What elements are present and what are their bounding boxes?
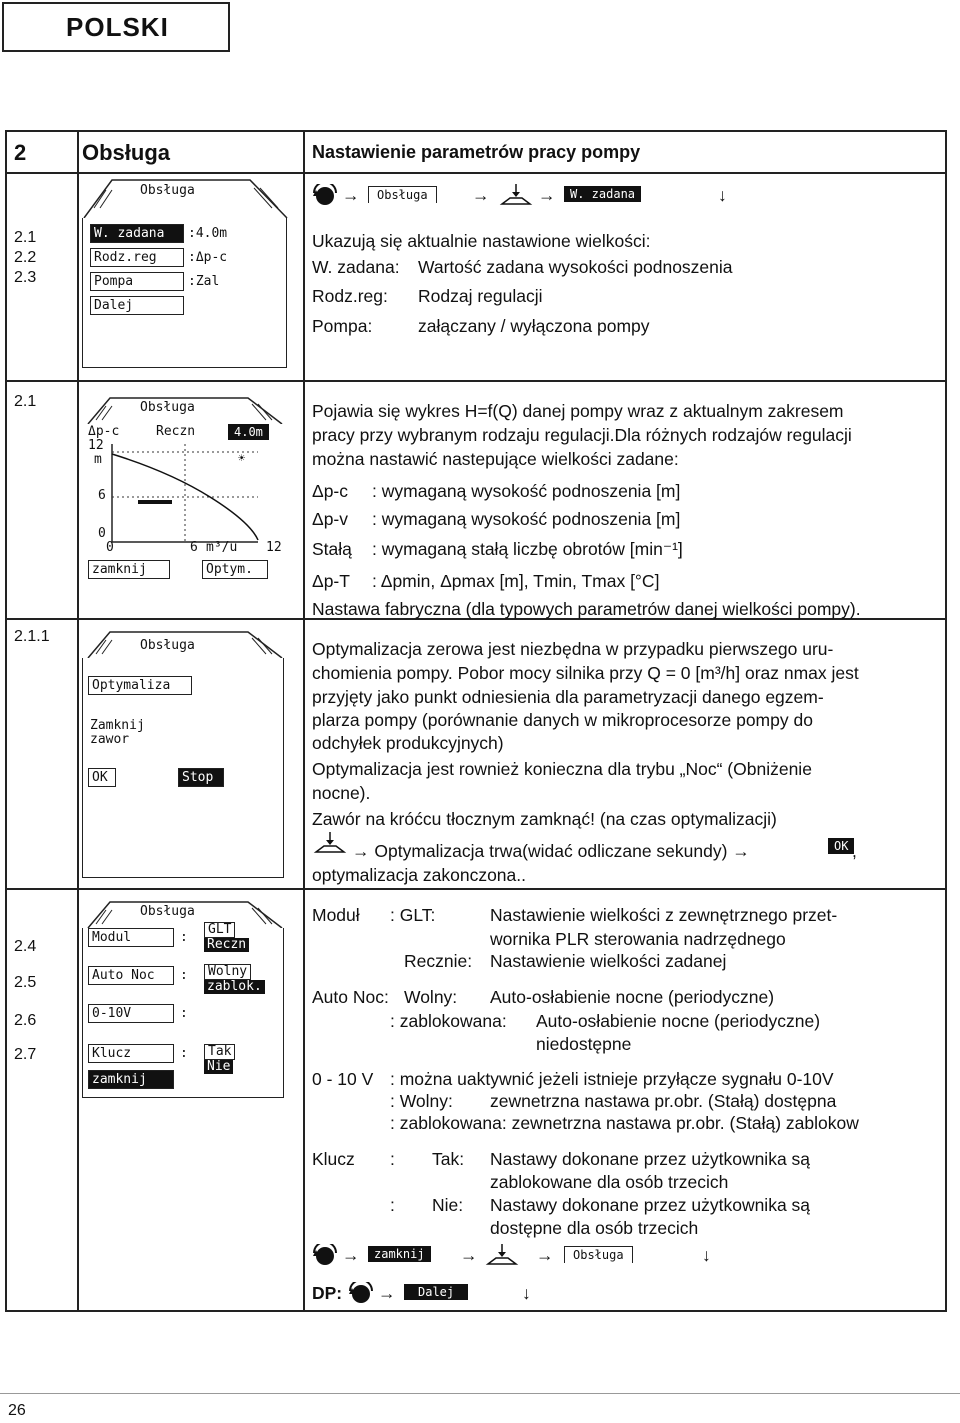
v010-term: 0 - 10 V bbox=[312, 1069, 374, 1089]
v010-opt: : Wolny: bbox=[390, 1091, 453, 1111]
arrow: → bbox=[342, 1245, 360, 1265]
step-number: 2.7 bbox=[14, 1046, 37, 1063]
optimize-button[interactable]: Optym. bbox=[202, 560, 268, 579]
footer-divider bbox=[0, 1393, 960, 1394]
factory-note: Nastawa fabryczna (dla typowych parametrów danej wielkości pompy). bbox=[312, 599, 861, 619]
y-unit: m bbox=[94, 452, 102, 467]
module-opt: : GLT: bbox=[390, 905, 436, 925]
step-number: 2.5 bbox=[14, 974, 37, 991]
text-line: Optymalizacja zerowa jest niezbędna w przypadku pierwszego uru- bbox=[312, 639, 834, 659]
press-button-icon bbox=[498, 182, 534, 208]
auto-night-desc: niedostępne bbox=[536, 1034, 632, 1054]
def-desc: załączany / wyłączona pompy bbox=[418, 316, 650, 336]
key-opt: Nie: bbox=[432, 1195, 464, 1215]
param-term: Δp-c bbox=[312, 481, 348, 501]
def-term: W. zadana: bbox=[312, 257, 400, 277]
display-screen bbox=[82, 178, 292, 368]
def-desc: Rodzaj regulacji bbox=[418, 286, 543, 306]
comma: , bbox=[852, 841, 857, 861]
section-title: Obsługa bbox=[82, 140, 171, 165]
param-desc: : wymaganą stałą liczbę obrotów [min⁻¹] bbox=[372, 539, 683, 559]
param-term: Δp-v bbox=[312, 509, 348, 529]
def-term: Rodz.reg: bbox=[312, 286, 388, 306]
key-desc: Nastawy dokonane przez użytkownika są bbox=[490, 1195, 811, 1215]
y-tick-zero: 0 bbox=[98, 526, 106, 541]
colon: : bbox=[390, 1195, 395, 1215]
nav-sequence bbox=[312, 1240, 732, 1272]
arrow: → bbox=[460, 1245, 478, 1265]
dial-icon bbox=[312, 1244, 338, 1268]
nav-sequence-dp bbox=[312, 1278, 572, 1310]
key-desc: zablokowane dla osób trzecich bbox=[490, 1172, 729, 1192]
colon: : bbox=[180, 1046, 188, 1061]
menu-item-module[interactable]: Modul bbox=[88, 928, 174, 947]
colon: : bbox=[180, 1006, 188, 1021]
screen-tab-label: Obsługa bbox=[140, 904, 195, 919]
display-screen-settings bbox=[82, 898, 292, 1098]
chart-mode: Δp-c bbox=[88, 424, 120, 439]
colon: : bbox=[390, 1149, 395, 1169]
section-number: 2 bbox=[14, 140, 27, 165]
step-number: 2.3 bbox=[14, 269, 37, 286]
row-divider bbox=[7, 380, 945, 382]
arrow: → bbox=[472, 185, 490, 205]
row-divider bbox=[7, 172, 945, 174]
v010-desc: : zablokowana: zewnetrzna nastawa pr.obr. (Stałą) zablokow bbox=[390, 1113, 859, 1133]
colon: : bbox=[180, 930, 188, 945]
language-label: POLSKI bbox=[2, 2, 230, 52]
close-button[interactable]: zamknij bbox=[88, 1070, 174, 1089]
dp-label: DP: bbox=[312, 1283, 343, 1303]
x-unit: m³/u bbox=[206, 540, 238, 555]
step-number: 2.4 bbox=[14, 938, 37, 955]
param-term: Δp-T bbox=[312, 571, 350, 591]
auto-night-opt: Wolny: bbox=[404, 987, 458, 1007]
press-button-icon bbox=[312, 830, 348, 856]
row1-intro: Ukazują się aktualnie nastawione wielkości: bbox=[312, 231, 651, 251]
down-arrow: ↓ bbox=[522, 1283, 531, 1303]
arrow: → bbox=[536, 1245, 554, 1265]
key-term: Klucz bbox=[312, 1149, 355, 1169]
menu-item-auto-night[interactable]: Auto Noc bbox=[88, 966, 174, 985]
valve-note: zawor bbox=[90, 732, 130, 747]
module-opt: Recznie: bbox=[404, 951, 473, 971]
close-button[interactable]: zamknij bbox=[88, 560, 170, 579]
menu-item-control-mode[interactable]: Rodz.reg bbox=[90, 248, 184, 267]
close-valve-note: Zamknij bbox=[90, 718, 145, 733]
module-desc: wornika PLR sterowania nadrzędnego bbox=[490, 929, 786, 949]
x-tick-mid: 6 bbox=[190, 540, 198, 555]
text-line: można nastawić nastepujące wielkości zadane: bbox=[312, 449, 679, 469]
param-desc: : wymaganą wysokość podnoszenia [m] bbox=[372, 509, 681, 529]
optimization-progress: → Optymalizacja trwa(widać odliczane sekundy) → bbox=[352, 841, 750, 861]
nav-target-label: W. zadana bbox=[564, 186, 641, 202]
step-number: 2.1.1 bbox=[14, 628, 50, 645]
text-line: plarza pompy (porównanie danych w mikroprocesorze pompy do bbox=[312, 710, 813, 730]
auto-night-desc: Auto-osłabienie nocne (periodyczne) bbox=[536, 1011, 821, 1031]
arrow: → bbox=[378, 1283, 396, 1303]
stop-button[interactable]: Stop bbox=[178, 768, 224, 787]
v010-desc: : można uaktywnić jeżeli istnieje przyłącze sygnału 0-10V bbox=[390, 1069, 834, 1089]
nav-tab-label: Obsługa bbox=[564, 1246, 633, 1263]
pump-value: :Zal bbox=[188, 274, 220, 289]
param-desc: : Δpmin, Δpmax [m], Tmin, Tmax [°C] bbox=[372, 571, 660, 591]
text-line: odchyłek produkcyjnych) bbox=[312, 733, 504, 753]
text-line: Pojawia się wykres H=f(Q) danej pompy wraz z aktualnym zakresem bbox=[312, 401, 844, 421]
display-screen-chart bbox=[82, 394, 292, 594]
screen-tab-label: Obsługa bbox=[140, 400, 195, 415]
chart-value-box: 4.0m bbox=[228, 424, 269, 440]
screen-tab-label: Obsługa bbox=[140, 638, 195, 653]
v010-desc: zewnetrzna nastawa pr.obr. (Stałą) dostępna bbox=[490, 1091, 837, 1111]
x-tick-max: 12 bbox=[266, 540, 282, 555]
ok-button[interactable]: OK bbox=[88, 768, 116, 787]
auto-night-opt: : zablokowana: bbox=[390, 1011, 507, 1031]
menu-item-pump[interactable]: Pompa bbox=[90, 272, 184, 291]
menu-item-setpoint[interactable]: W. zadana bbox=[90, 224, 184, 243]
auto-night-term: Auto Noc: bbox=[312, 987, 389, 1007]
y-tick-mid: 6 bbox=[98, 488, 106, 503]
arrow: → bbox=[342, 185, 360, 205]
option-no[interactable]: Nie bbox=[204, 1060, 233, 1074]
nav-next-label: Dalej bbox=[404, 1284, 468, 1300]
dial-icon bbox=[312, 184, 338, 208]
y-tick-top: 12 bbox=[88, 438, 104, 453]
control-mode-value: :Δp-c bbox=[188, 250, 228, 265]
option-glt[interactable]: GLT bbox=[204, 922, 235, 938]
step-number: 2.6 bbox=[14, 1012, 37, 1029]
nav-sequence bbox=[312, 180, 742, 212]
key-opt: Tak: bbox=[432, 1149, 465, 1169]
ok-badge: OK bbox=[828, 838, 854, 854]
sun-icon: ☀ bbox=[238, 451, 246, 465]
nav-close-label: zamknij bbox=[368, 1246, 431, 1262]
key-desc: Nastawy dokonane przez użytkownika są bbox=[490, 1149, 811, 1169]
def-term: Pompa: bbox=[312, 316, 373, 336]
step-number: 2.2 bbox=[14, 249, 37, 266]
chart-mode-label: Reczn bbox=[156, 424, 196, 439]
optimize-box[interactable]: Optymaliza bbox=[88, 676, 192, 695]
menu-item-0-10v[interactable]: 0-10V bbox=[88, 1004, 174, 1023]
param-term: Stałą bbox=[312, 539, 352, 559]
key-desc: dostępne dla osób trzecich bbox=[490, 1218, 699, 1238]
down-arrow: ↓ bbox=[702, 1245, 711, 1265]
x-tick-zero: 0 bbox=[106, 540, 114, 555]
nav-tab-label: Obsługa bbox=[368, 186, 437, 203]
text-line: chomienia pompy. Pobor mocy silnika przy Q = 0 [m³/h] oraz nmax jest bbox=[312, 663, 859, 683]
def-desc: Wartość zadana wysokości podnoszenia bbox=[418, 257, 733, 277]
col-divider-2 bbox=[303, 132, 305, 1310]
page-number: 26 bbox=[8, 1402, 26, 1419]
dial-icon bbox=[348, 1282, 374, 1306]
arrow: → bbox=[538, 185, 556, 205]
setpoint-value: :4.0m bbox=[188, 226, 228, 241]
menu-item-next[interactable]: Dalej bbox=[90, 296, 184, 315]
display-screen-optimize bbox=[82, 628, 292, 878]
option-manual[interactable]: Reczn bbox=[204, 938, 249, 952]
module-desc: Nastawienie wielkości z zewnętrznego przet- bbox=[490, 905, 838, 925]
text-line: Optymalizacja jest rownież konieczna dla trybu „Noc“ (Obniżenie bbox=[312, 759, 812, 779]
text-line: przyjęty jako punkt odniesienia dla parametryzacji danego egzem- bbox=[312, 687, 824, 707]
option-yes[interactable]: Tak bbox=[204, 1044, 235, 1060]
row1-numbers bbox=[14, 228, 36, 288]
option-free[interactable]: Wolny bbox=[204, 964, 251, 980]
menu-item-key[interactable]: Klucz bbox=[88, 1044, 174, 1063]
row-divider bbox=[7, 888, 945, 890]
option-blocked[interactable]: zablok. bbox=[204, 980, 265, 994]
colon: : bbox=[180, 968, 188, 983]
text-line: optymalizacja zakonczona.. bbox=[312, 865, 526, 885]
text-line: Zawór na króćcu tłocznym zamknąć! (na czas optymalizacji) bbox=[312, 809, 777, 829]
module-term: Moduł bbox=[312, 905, 360, 925]
col-divider-1 bbox=[77, 132, 79, 1310]
section-heading: Nastawienie parametrów pracy pompy bbox=[312, 142, 641, 162]
text-line: pracy przy wybranym rodzaju regulacji.Dla różnych rodzajów regulacji bbox=[312, 425, 852, 445]
text-line: nocne). bbox=[312, 783, 371, 803]
screen-tab-label: Obsługa bbox=[140, 183, 195, 198]
step-number: 2.1 bbox=[14, 229, 37, 246]
param-desc: : wymaganą wysokość podnoszenia [m] bbox=[372, 481, 681, 501]
auto-night-desc: Auto-osłabienie nocne (periodyczne) bbox=[490, 987, 775, 1007]
press-button-icon bbox=[484, 1242, 520, 1268]
module-desc: Nastawienie wielkości zadanej bbox=[490, 951, 727, 971]
step-number: 2.1 bbox=[14, 393, 37, 410]
down-arrow: ↓ bbox=[718, 185, 727, 205]
